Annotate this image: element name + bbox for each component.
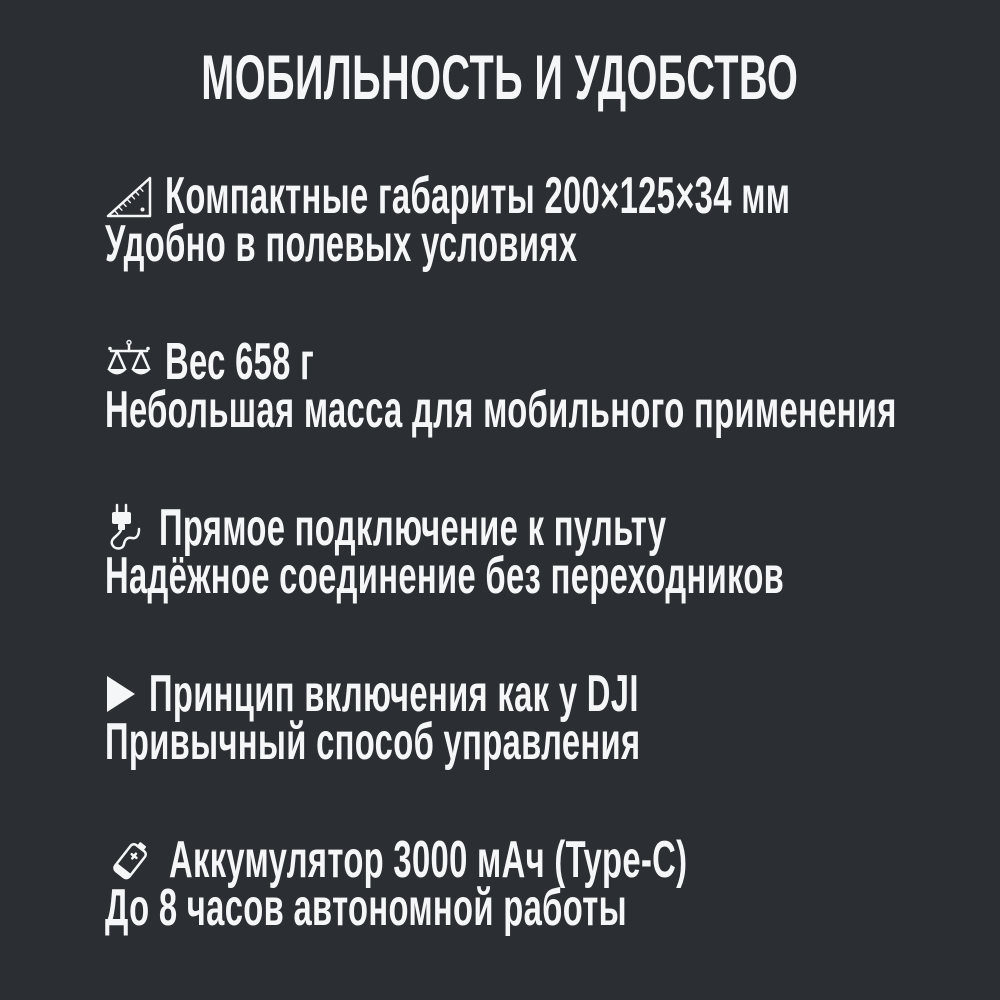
feature-heading: Принцип включения как у DJI	[149, 665, 639, 723]
feature-subtitle-row	[105, 547, 1000, 605]
feature-subtitle: Удобно в полевых условиях	[105, 215, 578, 273]
feature-heading: Вес 658 г	[165, 333, 315, 391]
feature-heading: Аккумулятор 3000 мАч (Type-C)	[169, 831, 688, 889]
feature-item-connection	[105, 499, 1000, 605]
feature-subtitle: До 8 часов автономной работы	[105, 879, 627, 937]
feature-item-power-on	[105, 665, 1000, 771]
feature-heading-row	[105, 499, 1000, 557]
feature-subtitle-row	[105, 215, 1000, 273]
feature-subtitle: Привычный способ управления	[105, 713, 641, 771]
feature-subtitle: Надёжное соединение без переходников	[105, 547, 785, 605]
feature-heading-row	[105, 333, 1000, 391]
scales-icon	[105, 339, 153, 385]
feature-item-dimensions	[105, 167, 1000, 273]
feature-heading-row	[105, 167, 1000, 225]
feature-subtitle-row	[105, 381, 1000, 439]
feature-heading: Компактные габариты 200×125×34 мм	[165, 167, 791, 225]
page-title-text: МОБИЛЬНОСТЬ И УДОБСТВО	[201, 43, 799, 113]
play-icon	[105, 674, 137, 714]
feature-item-weight	[105, 333, 1000, 439]
feature-subtitle-row	[105, 713, 1000, 771]
feature-heading: Прямое подключение к пульту	[159, 499, 667, 557]
feature-heading-row	[105, 831, 1000, 889]
triangle-ruler-icon	[105, 173, 153, 219]
feature-subtitle-row	[105, 879, 1000, 937]
feature-list	[0, 167, 1000, 937]
feature-heading-row	[105, 665, 1000, 723]
page-title	[0, 42, 1000, 114]
plug-icon	[105, 503, 147, 553]
feature-item-battery	[105, 831, 1000, 937]
feature-subtitle: Небольшая масса для мобильного применения	[105, 381, 897, 439]
